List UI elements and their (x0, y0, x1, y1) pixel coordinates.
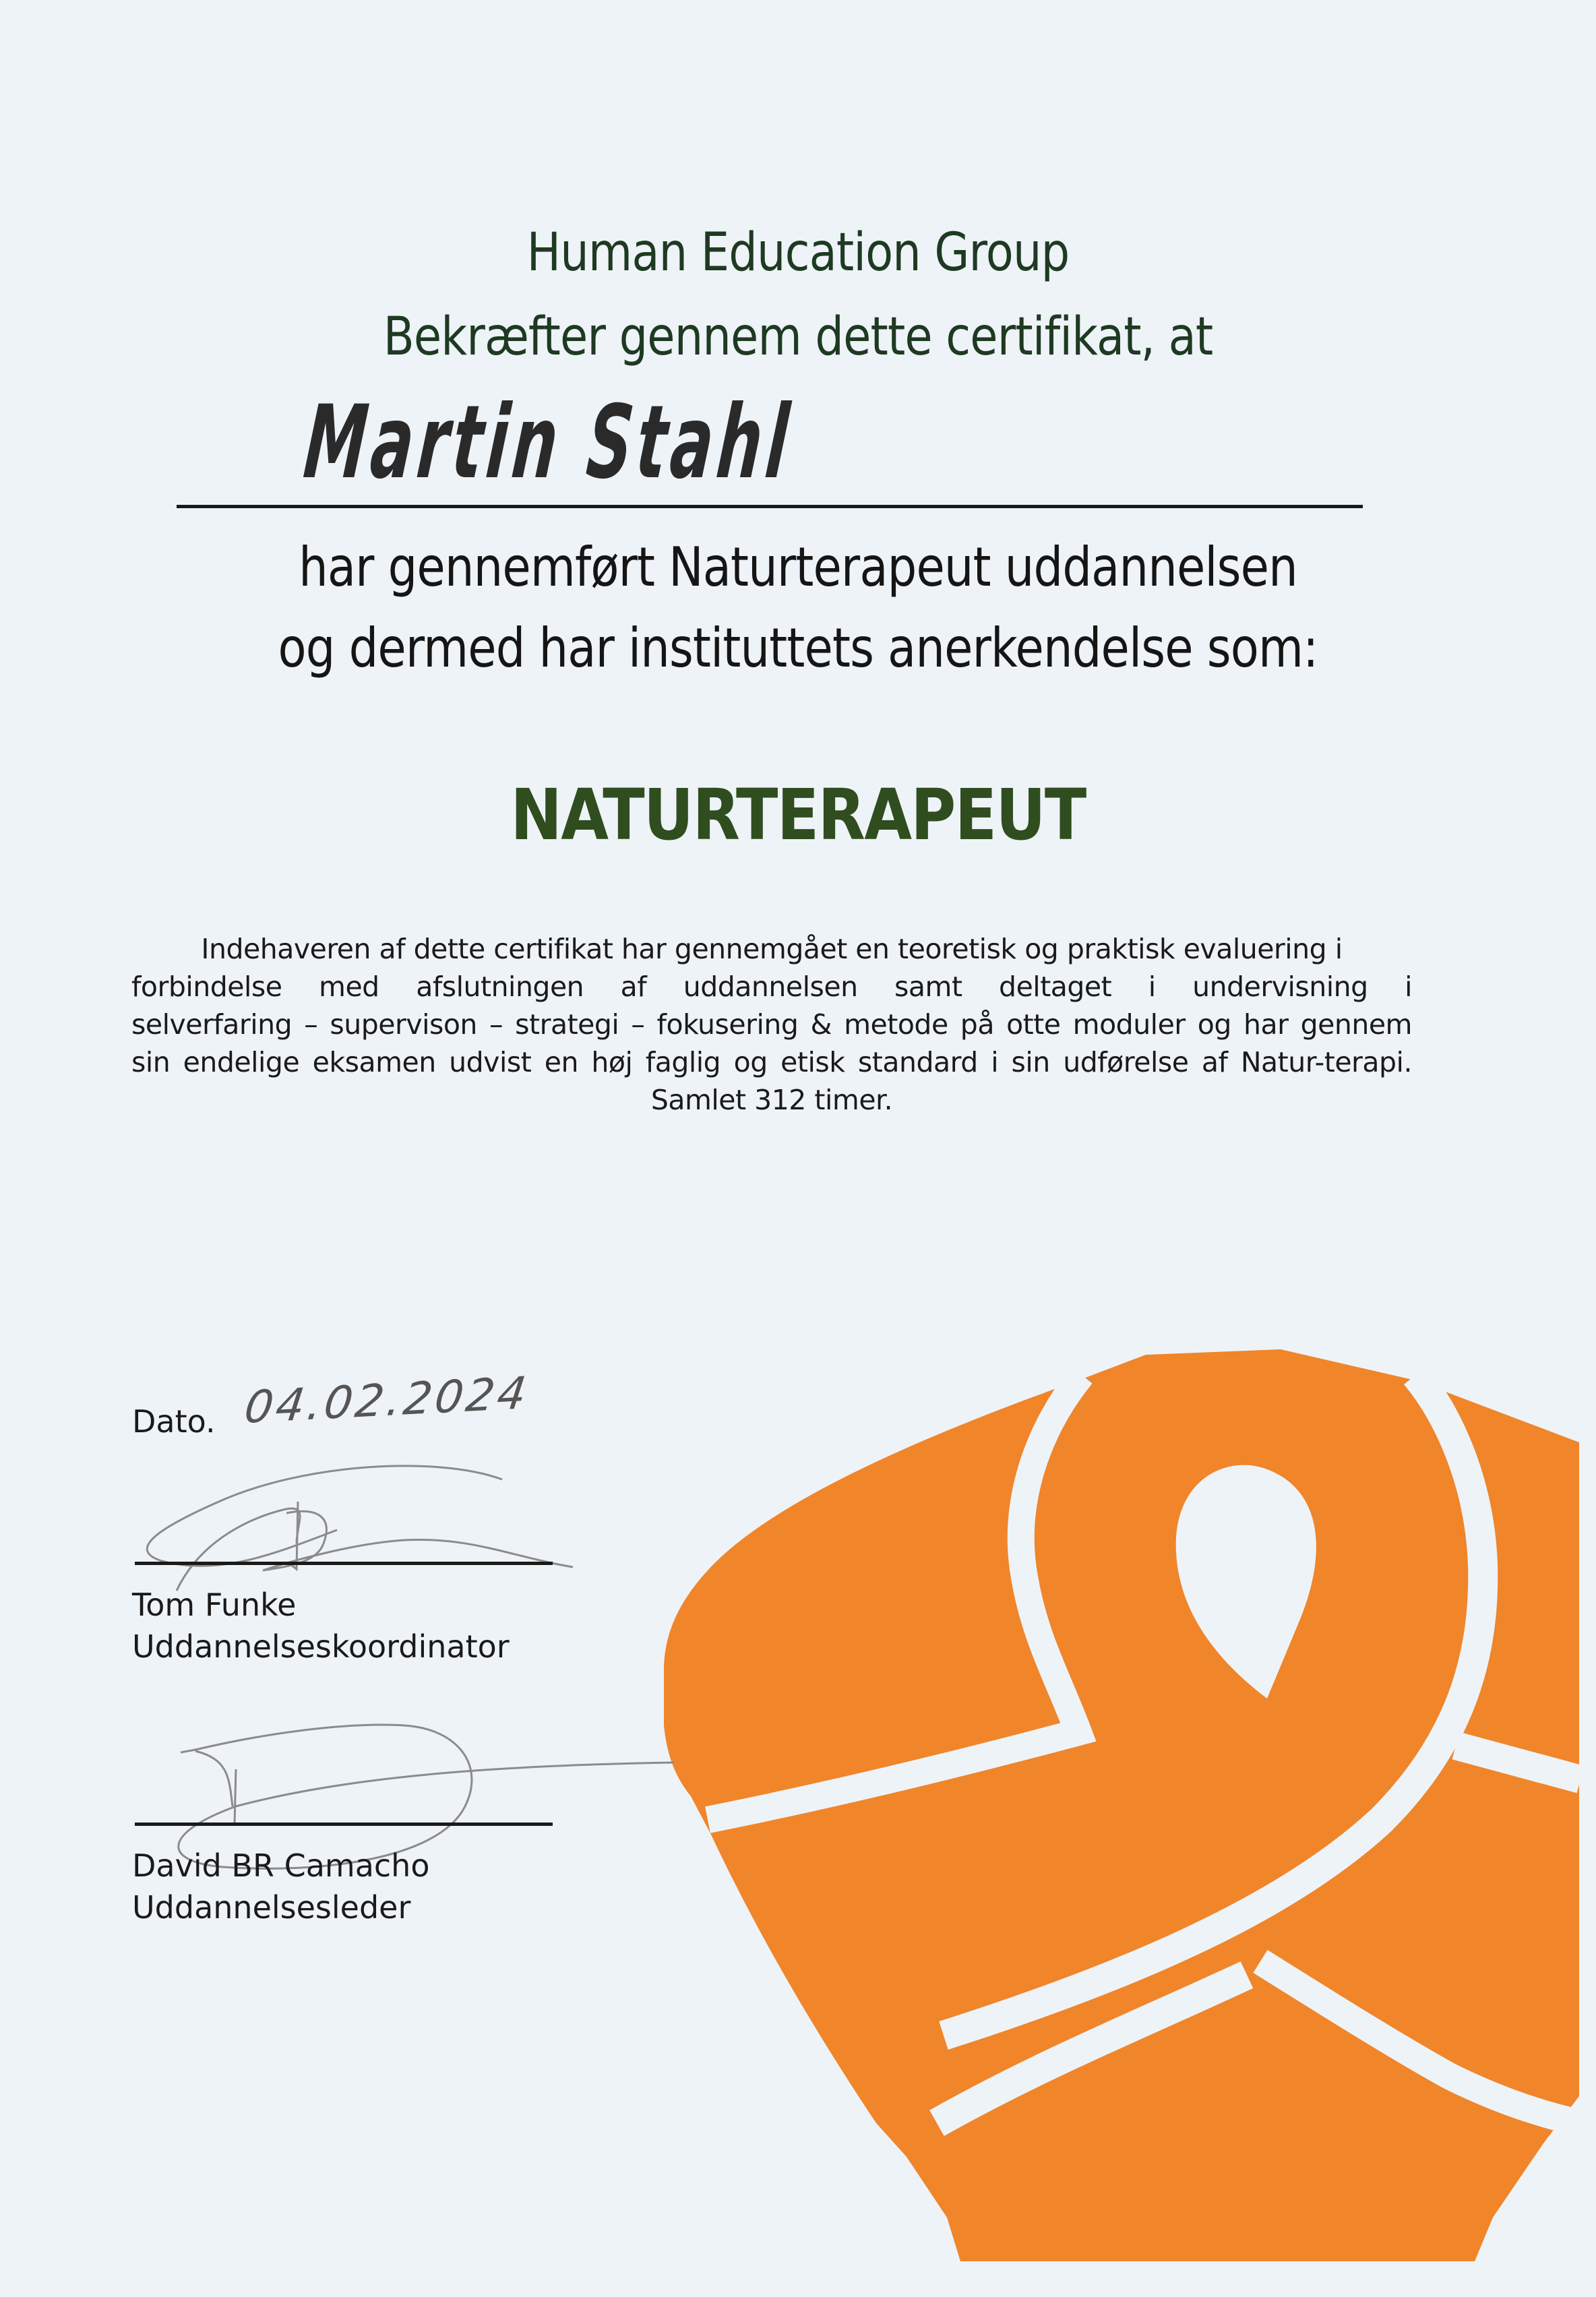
organization-name: Human Education Group (526, 222, 1070, 283)
total-hours: Samlet 312 timer. (650, 1084, 893, 1116)
signature-line-2 (135, 1823, 553, 1826)
description-line: sin endelige eksamen udvist en høj faglig og etisk standard i sin udførelse af Natur-terapi. (131, 1046, 1412, 1078)
description-line: Indehaveren af dette certifikat har gennemgået en teoretisk og praktisk evaluering i (201, 933, 1343, 965)
signatory-name: David BR Camacho (132, 1847, 430, 1884)
confirmation-line: Bekræfter gennem dette certifikat, at (383, 307, 1213, 367)
date-label: Dato. (132, 1403, 216, 1440)
description-line: selverfaring – supervison – strategi – fokusering & metode på otte moduler og har gennem (131, 1008, 1412, 1041)
certificate-title: NATURTERAPEUT (510, 774, 1086, 856)
completion-statement: har gennemført Naturterapeut uddannelsen (299, 536, 1297, 599)
signatory-name: Tom Funke (132, 1587, 297, 1623)
description-line: forbindelse med afslutningen af uddannelsen samt deltaget i undervisning i (131, 971, 1412, 1003)
signatory-role: Uddannelsesleder (132, 1889, 411, 1926)
signatory-2 (132, 1845, 429, 1928)
recipient-name-handwritten: Martin Stahl (299, 384, 797, 501)
date-value-handwritten: 04.02.2024 (241, 1367, 532, 1434)
signatory-role: Uddannelseskoordinator (132, 1628, 510, 1665)
recognition-statement: og dermed har instituttets anerkendelse som: (278, 617, 1318, 679)
